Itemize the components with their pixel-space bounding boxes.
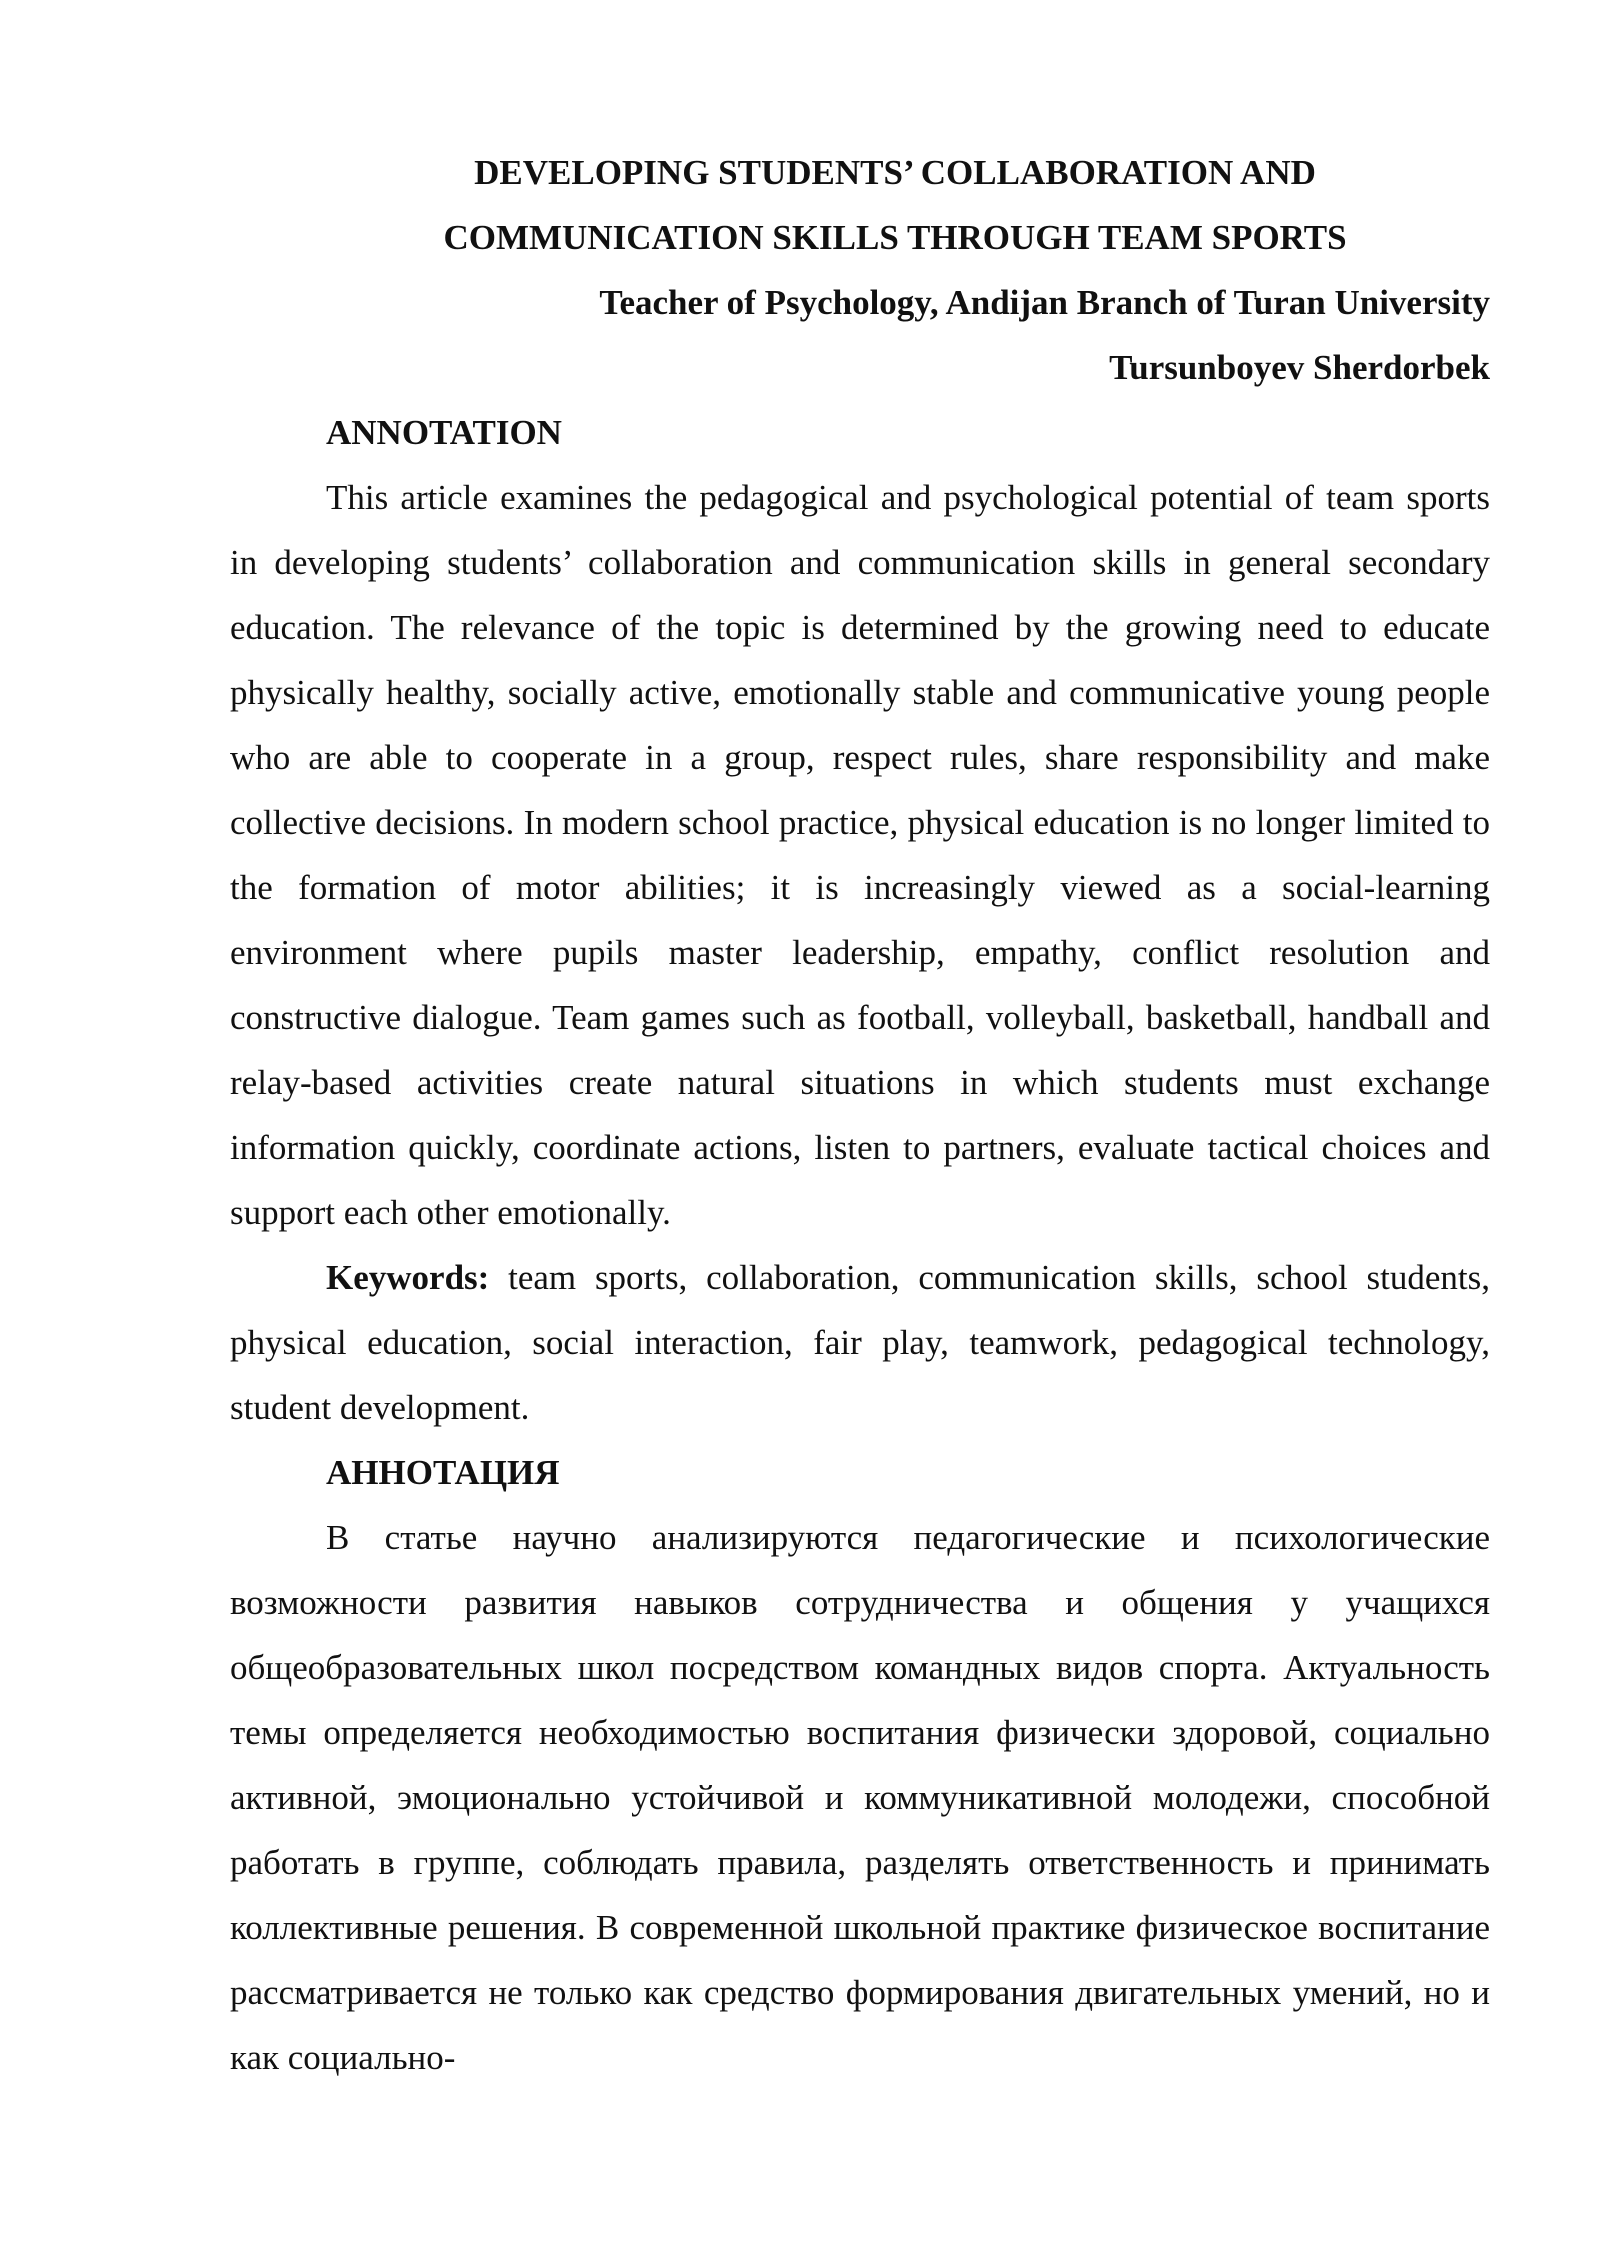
keywords-label: Keywords: (326, 1258, 490, 1297)
keywords-paragraph (230, 1245, 1490, 1440)
annotation-ru-heading: АННОТАЦИЯ (326, 1453, 560, 1492)
document-page (230, 140, 1490, 2090)
keywords-text: team sports, collaboration, communication skills, school students, physical education, social interaction, fair play, teamwork, pedagogical technology, student development. (230, 1258, 1490, 1427)
article-title-line-2: COMMUNICATION SKILLS THROUGH TEAM SPORTS (443, 218, 1347, 257)
author-affiliation: Teacher of Psychology, Andijan Branch of Turan University (599, 283, 1490, 322)
annotation-body: This article examines the pedagogical and psychological potential of team sports in developing students’ collaboration and communication skills in general secondary education. The relevance of the topic is determined by the growing need to educate physically healthy, socially active, emotionally stable and communicative young people who are able to cooperate in a group, respect rules, share responsibility and make collective decisions. In modern school practice, physical education is no longer limited to the formation of motor abilities; it is increasingly viewed as a social-learning environment where pupils master leadership, empathy, conflict resolution and constructive dialogue. Team games such as football, volleyball, basketball, handball and relay-based activities create natural situations in which students must exchange information quickly, coordinate actions, listen to partners, evaluate tactical choices and support each other emotionally. (230, 478, 1490, 1232)
annotation-ru-body: В статье научно анализируются педагогические и психологические возможности развития навыков сотрудничества и общения у учащихся общеобразовательных школ посредством командных видов спорта. Актуальность темы определяется необходимостью воспитания физически здоровой, социально активной, эмоционально устойчивой и коммуникативной молодежи, способной работать в группе, соблюдать правила, разделять ответственность и принимать коллективные решения. В современной школьной практике физическое воспитание рассматривается не только как средство формирования двигательных умений, но и как социально- (230, 1518, 1490, 2077)
author-name: Tursunboyev Sherdorbek (1109, 348, 1490, 387)
annotation-heading: ANNOTATION (326, 413, 562, 452)
article-title-line-1: DEVELOPING STUDENTS’ COLLABORATION AND (474, 153, 1316, 192)
